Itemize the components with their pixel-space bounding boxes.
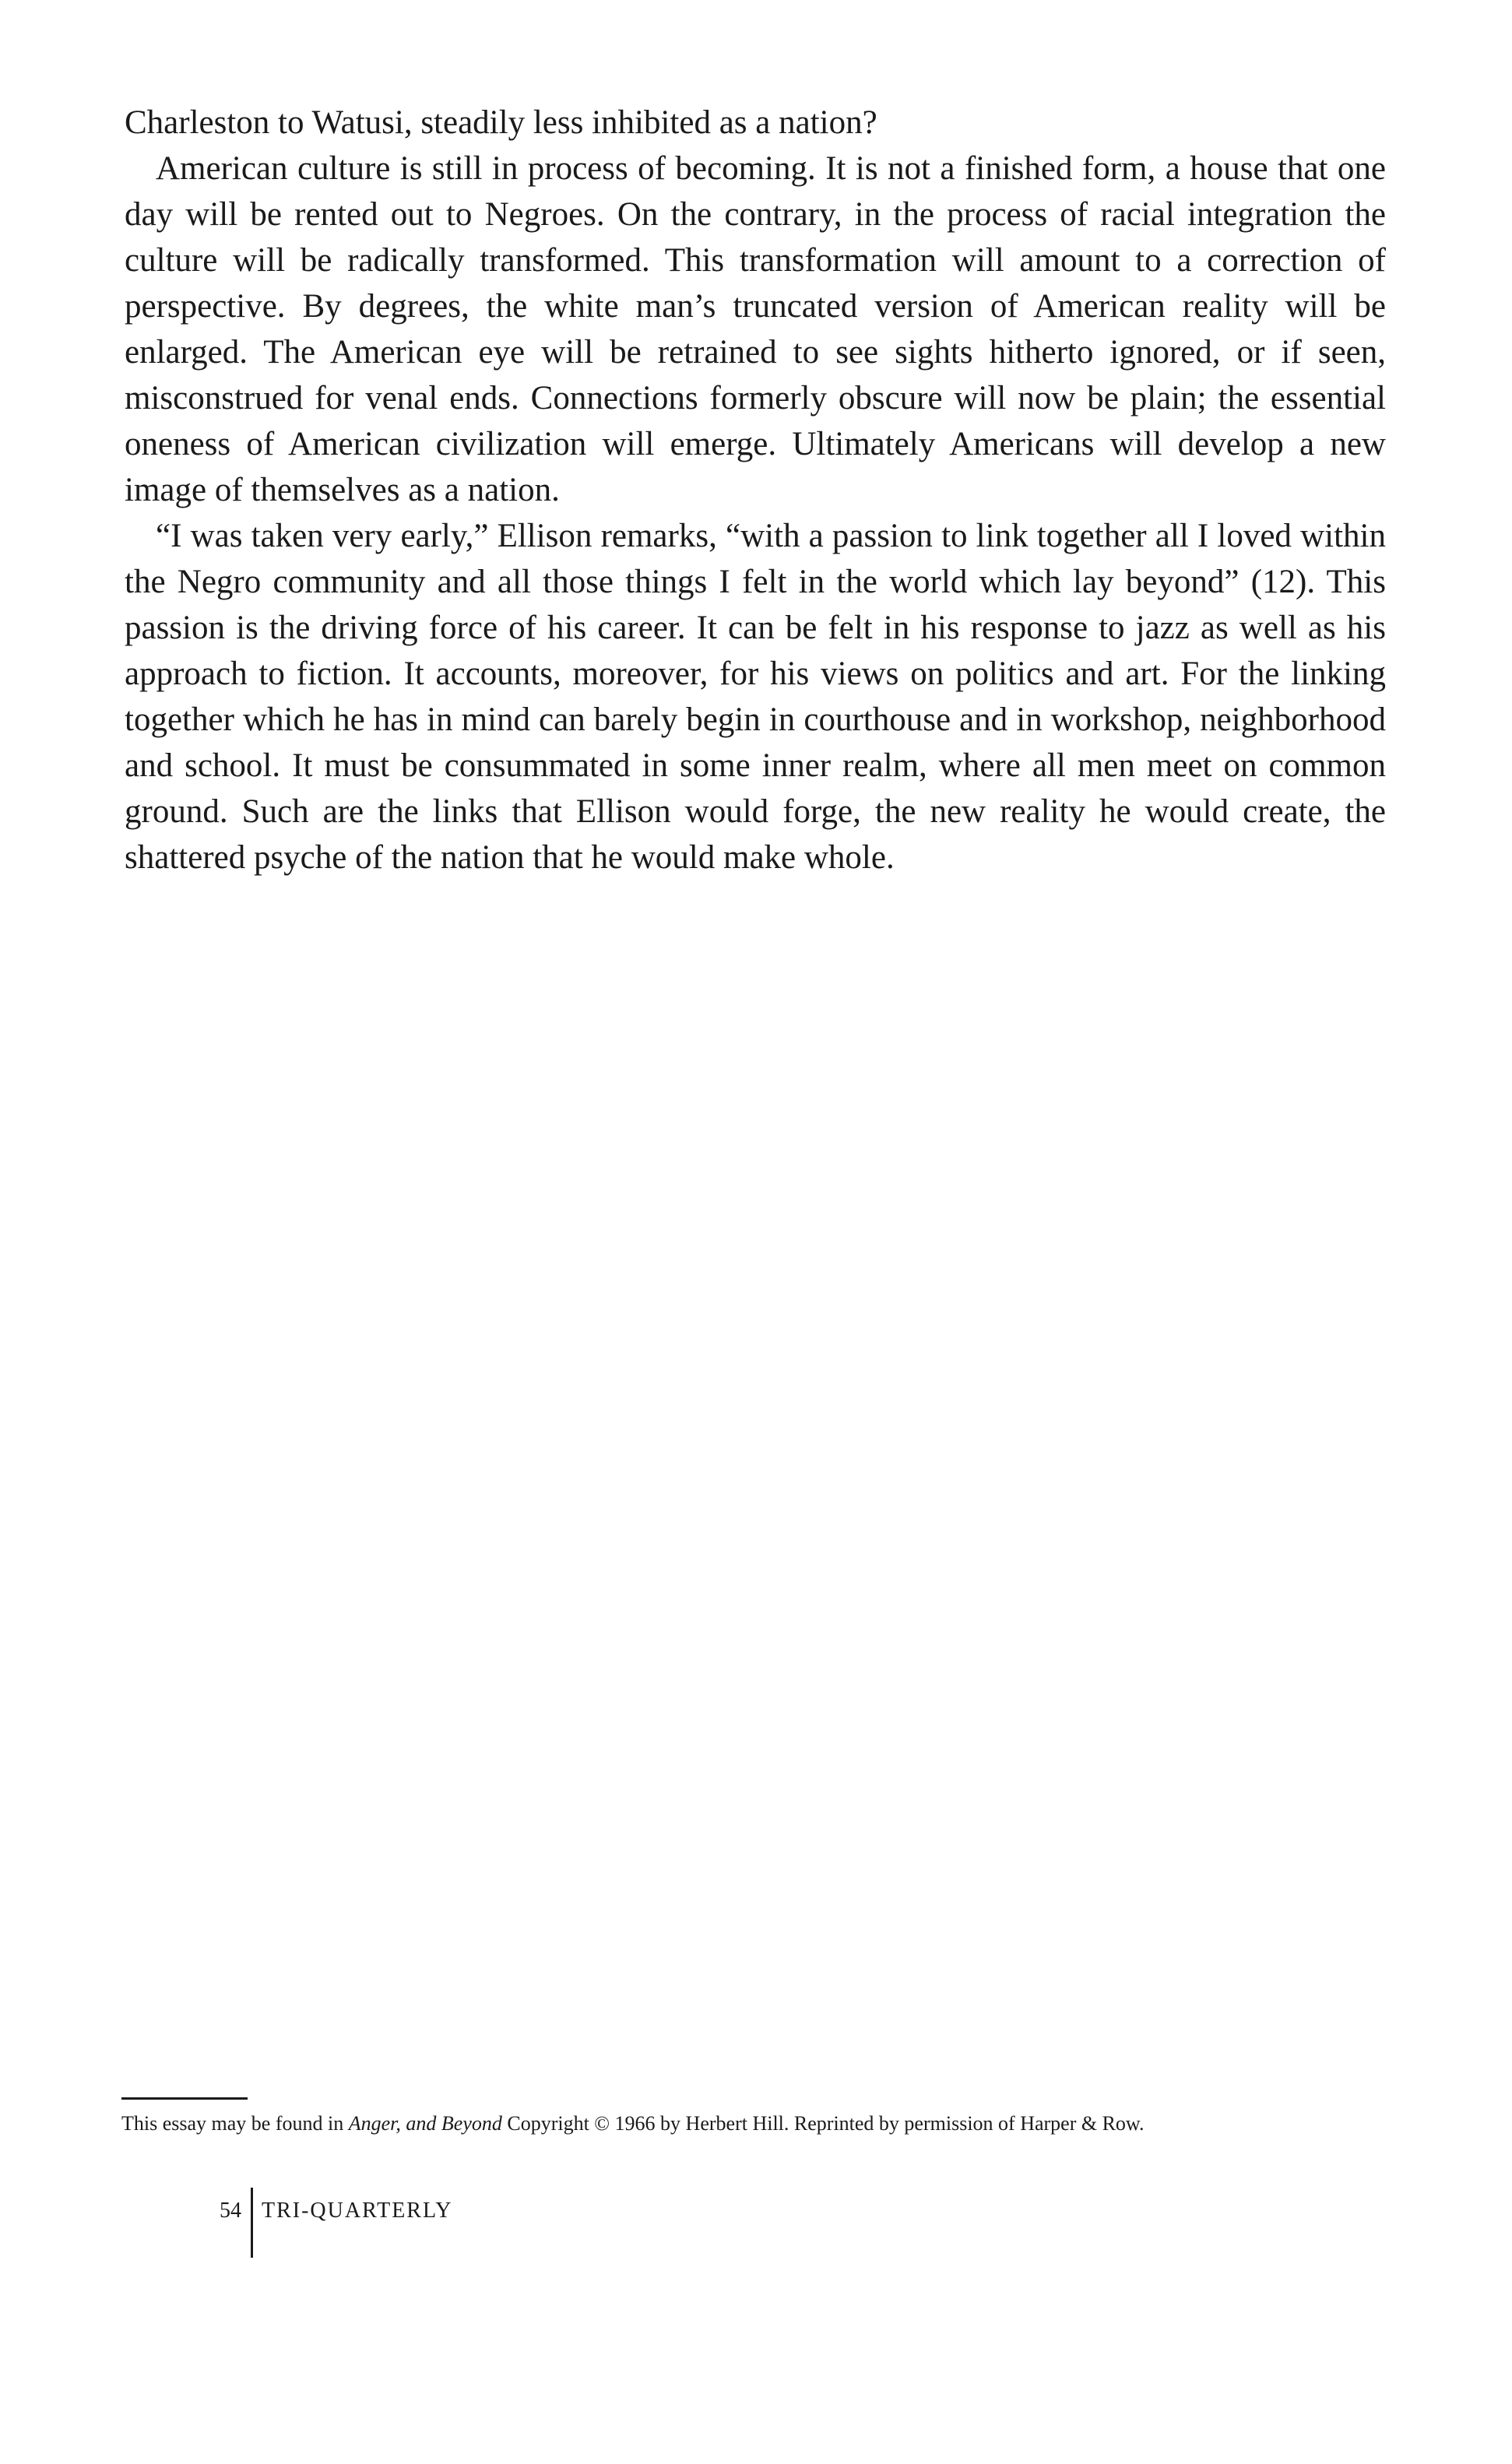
footnote-prefix: This essay may be found in	[121, 2112, 349, 2135]
footnote-book-title: Anger, and Beyond	[348, 2112, 502, 2135]
paragraph-ellison-quote: “I was taken very early,” Ellison remarks, “with a passion to link together all I loved within the Negro community and all those things I felt in the world which lay beyond” (12). This passion is the driving force of his career. It can be felt in his response to jazz as well as his approach to fiction. It accounts, moreover, for his views on politics and art. For the linking together which he has in mind can barely begin in courthouse and in workshop, neighborhood and school. It must be consummated in some inner realm, where all men meet on common ground. Such are the links that Ellison would forge, the new reality he would create, the shattered psyche of the nation that he would make whole.	[125, 518, 1386, 876]
footnote-suffix: Copyright © 1966 by Herbert Hill. Reprinted by permission of Harper & Row.	[501, 2112, 1145, 2135]
body-text	[125, 100, 1386, 881]
journal-name: TRI-QUARTERLY	[262, 2199, 453, 2223]
paragraph-continuation: Charleston to Watusi, steadily less inhibited as a nation?	[125, 104, 877, 141]
folio-divider	[251, 2188, 253, 2258]
paragraph-american-culture: American culture is still in process of becoming. It is not a finished form, a house that one day will be rented out to Negroes. On the contrary, in the process of racial integration the culture will be radically transformed. This transformation will amount to a correction of perspective. By degrees, the white man’s truncated version of American reality will be enlarged. The American eye will be retrained to see sights hitherto ignored, or if seen, misconstrued for venal ends. Connections formerly obscure will now be plain; the essential oneness of American civilization will emerge. Ultimately Americans will develop a new image of themselves as a nation.	[125, 150, 1386, 508]
page-number: 54	[220, 2199, 241, 2223]
footnote-rule	[121, 2097, 248, 2100]
footnote	[121, 2113, 1381, 2135]
